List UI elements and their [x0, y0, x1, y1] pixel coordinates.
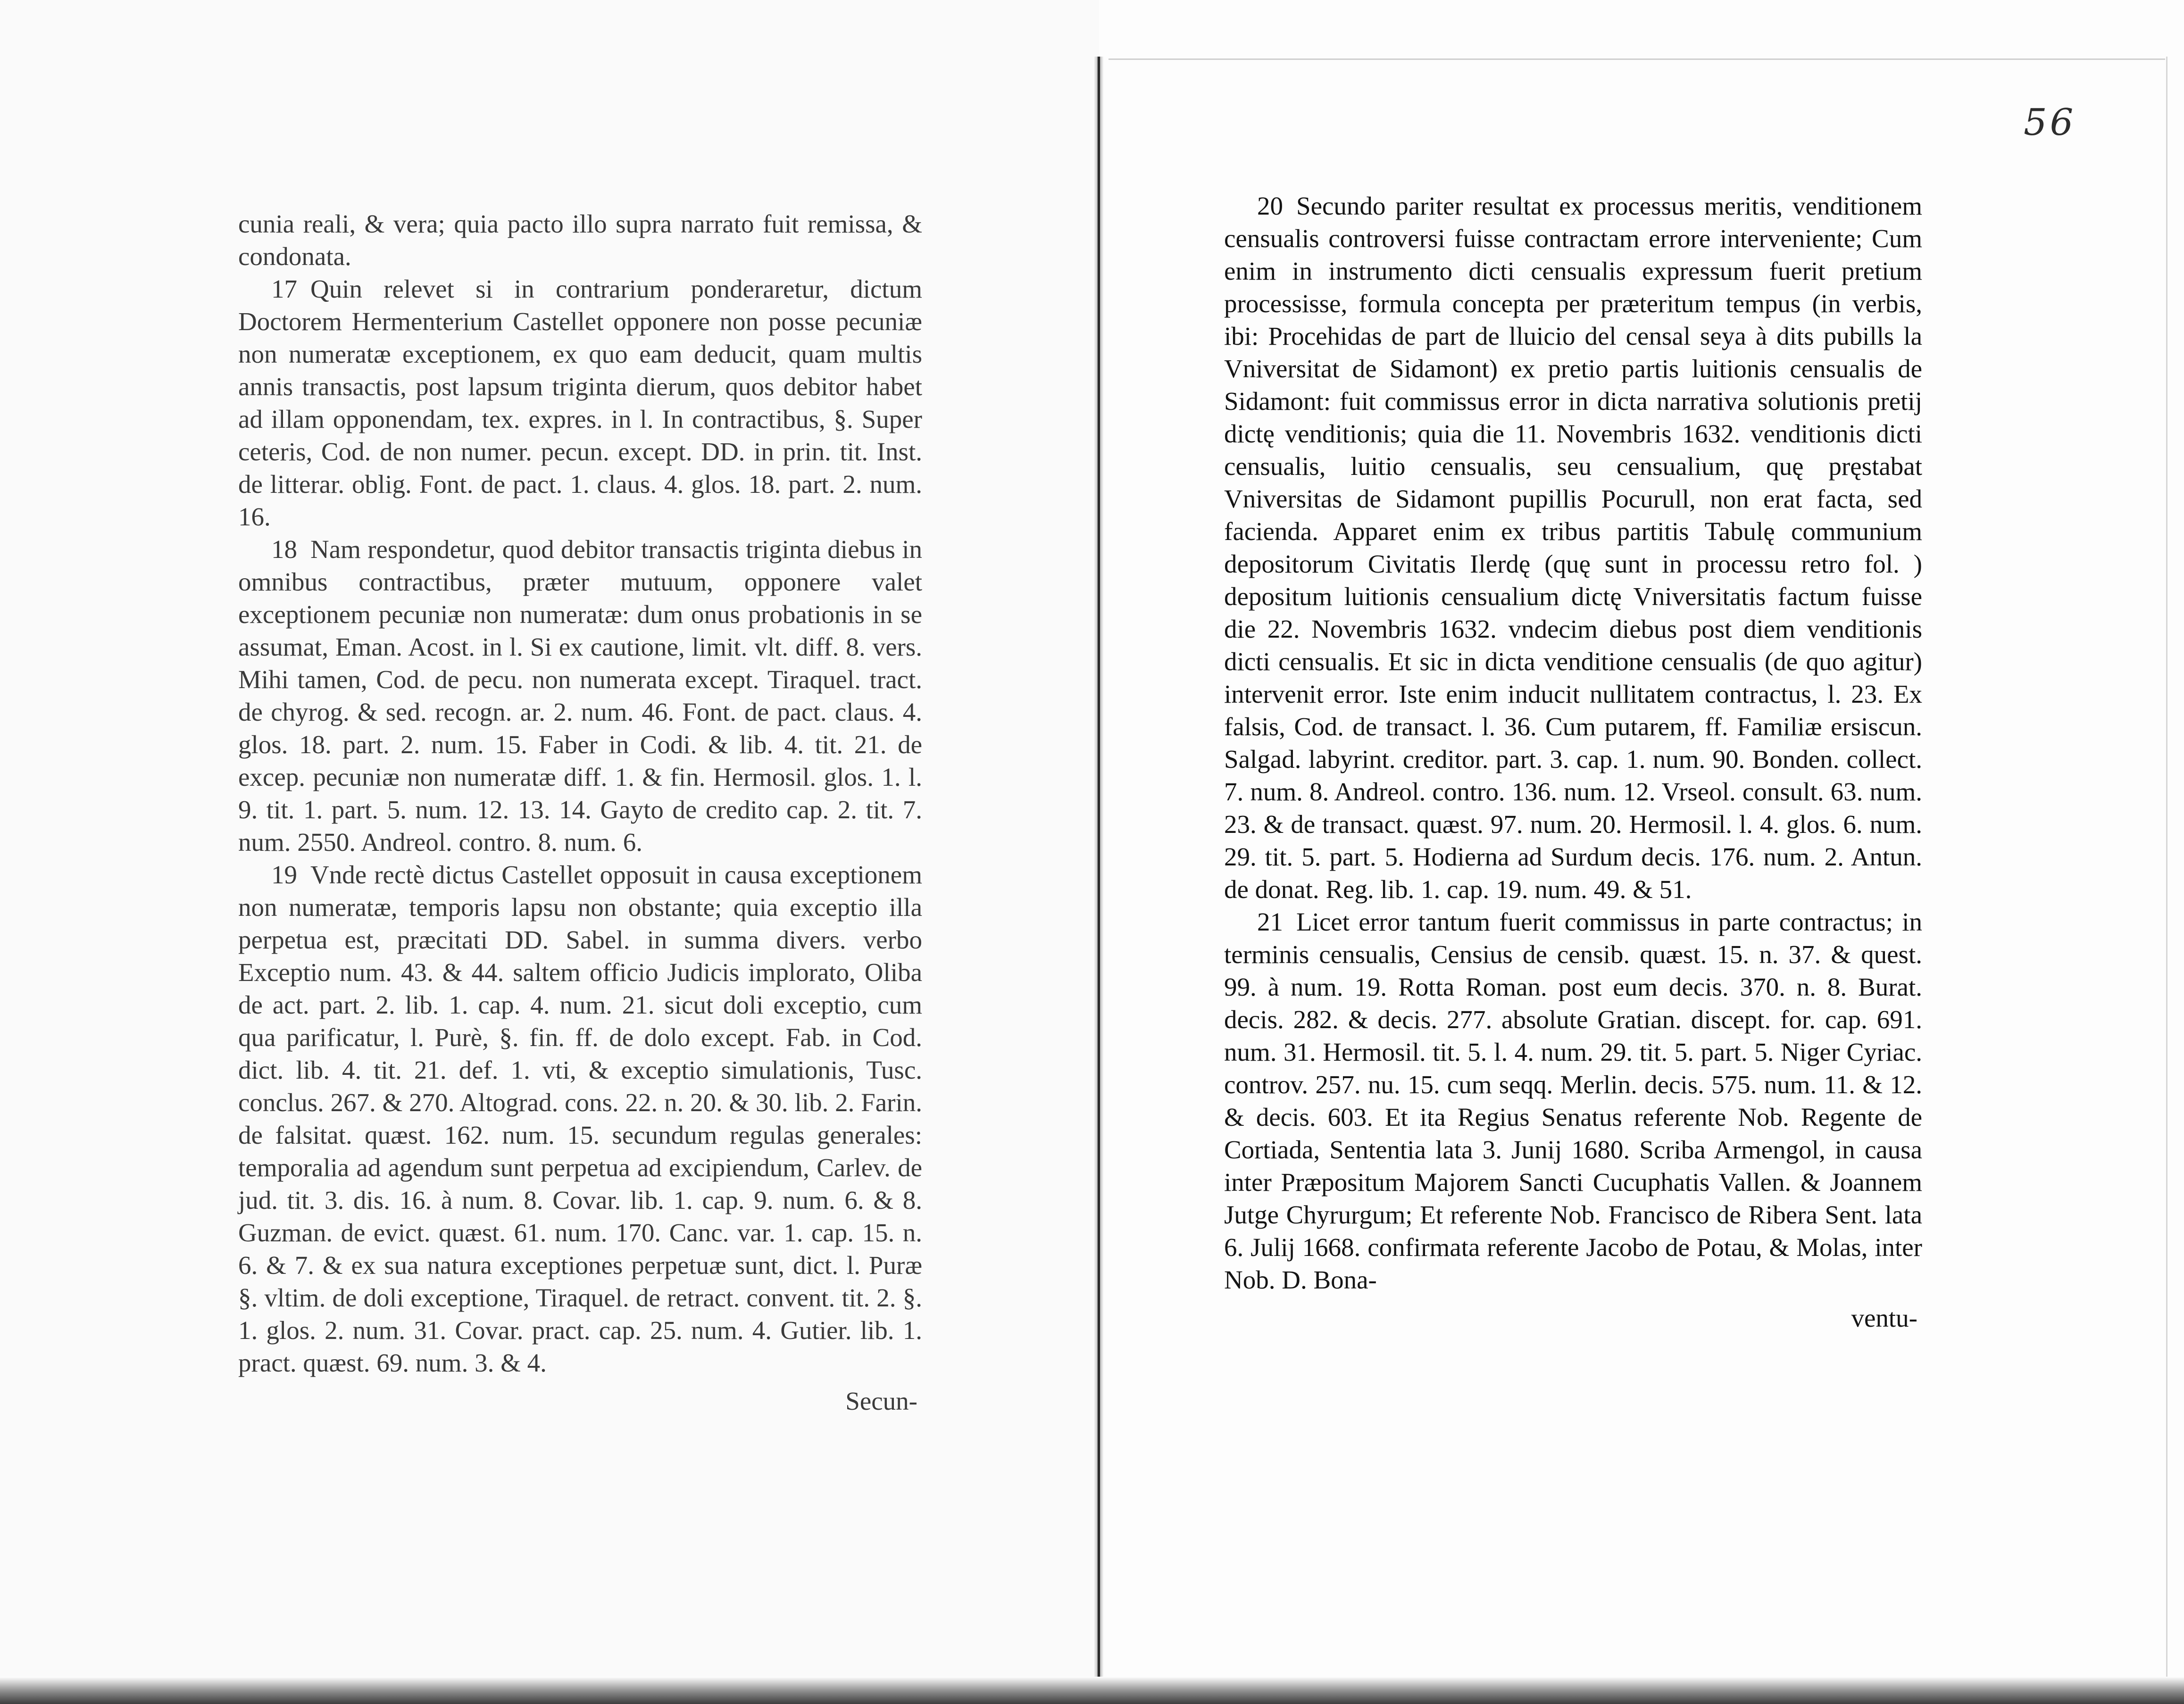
right-column [1224, 190, 1922, 1334]
catchword: Secun- [845, 1387, 917, 1415]
paragraph-number: 17 [271, 274, 297, 303]
gutter-shadow [1098, 57, 1100, 1704]
paragraph-text: Vnde rectè dictus Castellet opposuit in causa exceptionem non numeratæ, temporis lapsu non obstante; quia exceptio illa perpetua est, præcitati DD. Sabel. in summa divers. verbo Exceptio num. 43. & 44. saltem officio Judicis implorato, Oliba de act. part. 2. lib. 1. cap. 4. num. 21. sicut doli exceptio, cum qua parificatur, l. Purè, §. fin. ff. de dolo except. Fab. in Cod. dict. lib. 4. tit. 21. def. 1. vti, & exceptio simulationis, Tusc. conclus. 267. & 270. Altograd. cons. 22. n. 20. & 30. lib. 2. Farin. de falsitat. quæst. 162. num. 15. secundum regulas generales: temporalia ad agendum sunt perpetua ad excipiendum, Carlev. de jud. tit. 3. dis. 16. à num. 8. Covar. lib. 1. cap. 9. num. 6. & 8. Guzman. de evict. quæst. 61. num. 170. Canc. var. 1. cap. 15. n. 6. & 7. & ex sua natura exceptiones perpetuæ sunt, dict. l. Puræ §. vltim. de doli exceptione, Tiraquel. de retract. convent. tit. 2. §. 1. glos. 2. num. 31. Covar. pract. cap. 25. num. 4. Gutier. lib. 1. pract. quæst. 69. num. 3. & 4. [238, 860, 922, 1377]
paragraph [238, 208, 922, 273]
page-right-edge [2166, 57, 2167, 1704]
paragraph [238, 273, 922, 533]
paragraph [1224, 190, 1922, 906]
paragraph [238, 858, 922, 1379]
left-column [238, 208, 922, 1417]
paragraph [238, 533, 922, 858]
paragraph-number: 19 [271, 860, 297, 889]
catchword: ventu- [1851, 1304, 1917, 1332]
paragraph-number: 18 [271, 535, 297, 564]
paragraph-text: Licet error tantum fuerit commissus in parte contractus; in terminis censualis, Censius de censib. quæst. 15. n. 37. & quest. 99. à num. 19. Rotta Roman. post eum decis. 370. n. 8. Burat. decis. 282. & decis. 277. absolute Gratian. discept. for. cap. 691. num. 31. Hermosil. tit. 5. l. 4. num. 29. tit. 5. part. 5. Niger Cyriac. controv. 257. nu. 15. cum seqq. Merlin. decis. 575. num. 11. & 12. & decis. 603. Et ita Regius Senatus referente Nob. Regente de Cortiada, Sententia lata 3. Junij 1680. Scriba Armengol, in causa inter Præpositum Majorem Sancti Cucuphatis Vallen. & Joannem Jutge Chyrurgum; Et referente Nob. Francisco de Ribera Sent. lata 6. Julij 1668. confirmata referente Jacobo de Potau, & Molas, inter Nob. D. Bona- [1224, 907, 1922, 1294]
paragraph-text: cunia reali, & vera; quia pacto illo supra narrato fuit remissa, & condonata. [238, 209, 922, 271]
scan-bottom-border [0, 1677, 2184, 1704]
paragraph-text: Nam respondetur, quod debitor transactis triginta diebus in omnibus contractibus, præter mutuum, opponere valet exceptionem pecuniæ non numeratæ: dum onus probationis in se assumat, Eman. Acost. in l. Si ex cautione, limit. vlt. diff. 8. vers. Mihi tamen, Cod. de pecu. non numerata except. Tiraquel. tract. de chyrog. & sed. recogn. ar. 2. num. 46. Font. de pact. claus. 4. glos. 18. part. 2. num. 15. Faber in Codi. & lib. 4. tit. 21. de excep. pecuniæ non numeratæ diff. 1. & fin. Hermosil. glos. 1. l. 9. tit. 1. part. 5. num. 12. 13. 14. Gayto de credito cap. 2. tit. 7. num. 2550. Andreol. contro. 8. num. 6. [238, 535, 922, 856]
page-top-edge [1109, 58, 2165, 60]
folio-number: 56 [2024, 101, 2076, 144]
paragraph-text: Quin relevet si in contrarium ponderaretur, dictum Doctorem Hermenterium Castellet opponere non posse pecuniæ non numeratæ exceptionem, ex quo eam deducit, quam multis annis transactis, post lapsum triginta dierum, quos debitor habet ad illam opponendam, tex. expres. in l. In contractibus, §. Super ceteris, Cod. de non numer. pecun. except. DD. in prin. tit. Inst. de litterar. oblig. Font. de pact. 1. claus. 4. glos. 18. part. 2. num. 16. [238, 274, 922, 531]
paragraph-number: 20 [1257, 191, 1283, 220]
paragraph-text: Secundo pariter resultat ex processus meritis, venditionem censualis controversi fuisse contractam errore interveniente; Cum enim in instrumento dicti censualis expressum fuerit pretium processisse, formula concepta per præteritum tempus (in verbis, ibi: Procehidas de part de lluicio del censal seya à dits pubills la Vniversitat de Sidamont) ex pretio partis luitionis censualis de Sidamont: fuit commissus error in dicta narrativa solutionis pretij dictę venditionis; quia die 11. Novembris 1632. venditionis dicti censualis, luitio censualis, seu censualium, quę pręstabat Vniversitas de Sidamont pupillis Pocurull, non erat facta, sed facienda. Apparet enim ex tribus partitis Tabulę communium depositorum Civitatis Ilerdę (quę sunt in processu retro fol. ) depositum luitionis censualium dictę Vniversitatis factum fuisse die 22. Novembris 1632. vndecim diebus post diem venditionis dicti censualis. Et sic in dicta venditione censualis (de quo agitur) intervenit error. Iste enim inducit nullitatem contractus, l. 23. Ex falsis, Cod. de transact. l. 36. Cum putarem, ff. Familiæ ersiscun. Salgad. labyrint. creditor. part. 3. cap. 1. num. 90. Bonden. collect. 7. num. 8. Andreol. contro. 136. num. 12. Vrseol. consult. 63. num. 23. & de transact. quæst. 97. num. 20. Hermosil. l. 4. glos. 6. num. 29. tit. 5. part. 5. Hodierna ad Surdum decis. 176. num. 2. Antun. de donat. Reg. lib. 1. cap. 19. num. 49. & 51. [1224, 191, 1922, 904]
paragraph-number: 21 [1257, 907, 1283, 936]
paragraph [1224, 906, 1922, 1296]
